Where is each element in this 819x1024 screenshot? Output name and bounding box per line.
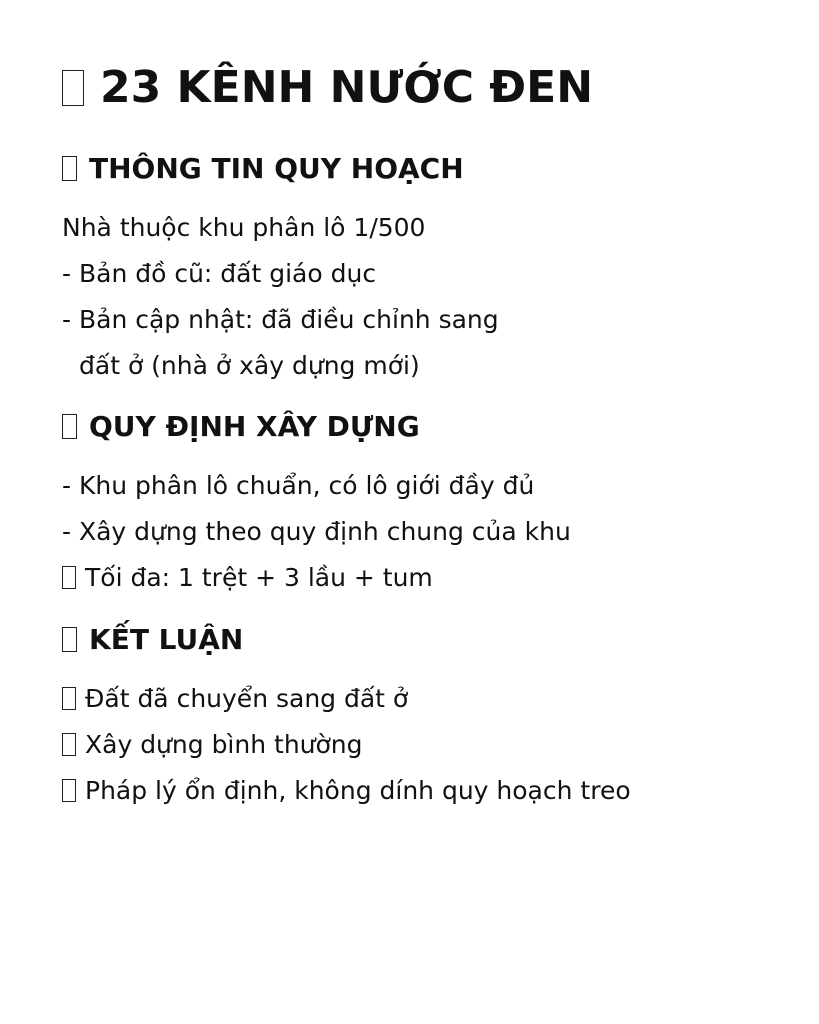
section-heading-text: THÔNG TIN QUY HOẠCH xyxy=(89,152,464,185)
info-line-continuation: đất ở (nhà ở xây dựng mới) xyxy=(79,351,420,380)
missing-glyph-icon xyxy=(62,627,77,652)
conclusion-line xyxy=(62,683,408,715)
rule-line: - Khu phân lô chuẩn, có lô giới đầy đủ xyxy=(62,471,535,500)
rule-line: - Xây dựng theo quy định chung của khu xyxy=(62,517,571,546)
missing-glyph-icon xyxy=(62,779,76,802)
missing-glyph-icon xyxy=(62,70,84,106)
section-heading-planning-info xyxy=(62,151,464,187)
conclusion-line-text: Pháp lý ổn định, không dính quy hoạch treo xyxy=(85,776,631,805)
page-title xyxy=(62,60,593,116)
conclusion-line xyxy=(62,775,631,807)
missing-glyph-icon xyxy=(62,566,76,589)
conclusion-line-text: Đất đã chuyển sang đất ở xyxy=(85,684,409,713)
conclusion-line xyxy=(62,729,363,761)
info-line: - Bản đồ cũ: đất giáo dục xyxy=(62,259,377,288)
info-line: - Bản cập nhật: đã điều chỉnh sang xyxy=(62,305,499,334)
info-line: Nhà thuộc khu phân lô 1/500 xyxy=(62,213,426,242)
section-heading-conclusion xyxy=(62,622,243,658)
section-heading-building-rules xyxy=(62,409,420,445)
missing-glyph-icon xyxy=(62,414,77,439)
conclusion-line-text: Xây dựng bình thường xyxy=(85,730,363,759)
section-heading-text: QUY ĐỊNH XÂY DỰNG xyxy=(89,410,420,443)
missing-glyph-icon xyxy=(62,156,77,181)
missing-glyph-icon xyxy=(62,687,76,710)
rule-line-text: Tối đa: 1 trệt + 3 lầu + tum xyxy=(85,563,433,592)
rule-line xyxy=(62,562,433,594)
page-title-text: 23 KÊNH NƯỚC ĐEN xyxy=(100,62,594,113)
missing-glyph-icon xyxy=(62,733,76,756)
section-heading-text: KẾT LUẬN xyxy=(89,623,244,656)
